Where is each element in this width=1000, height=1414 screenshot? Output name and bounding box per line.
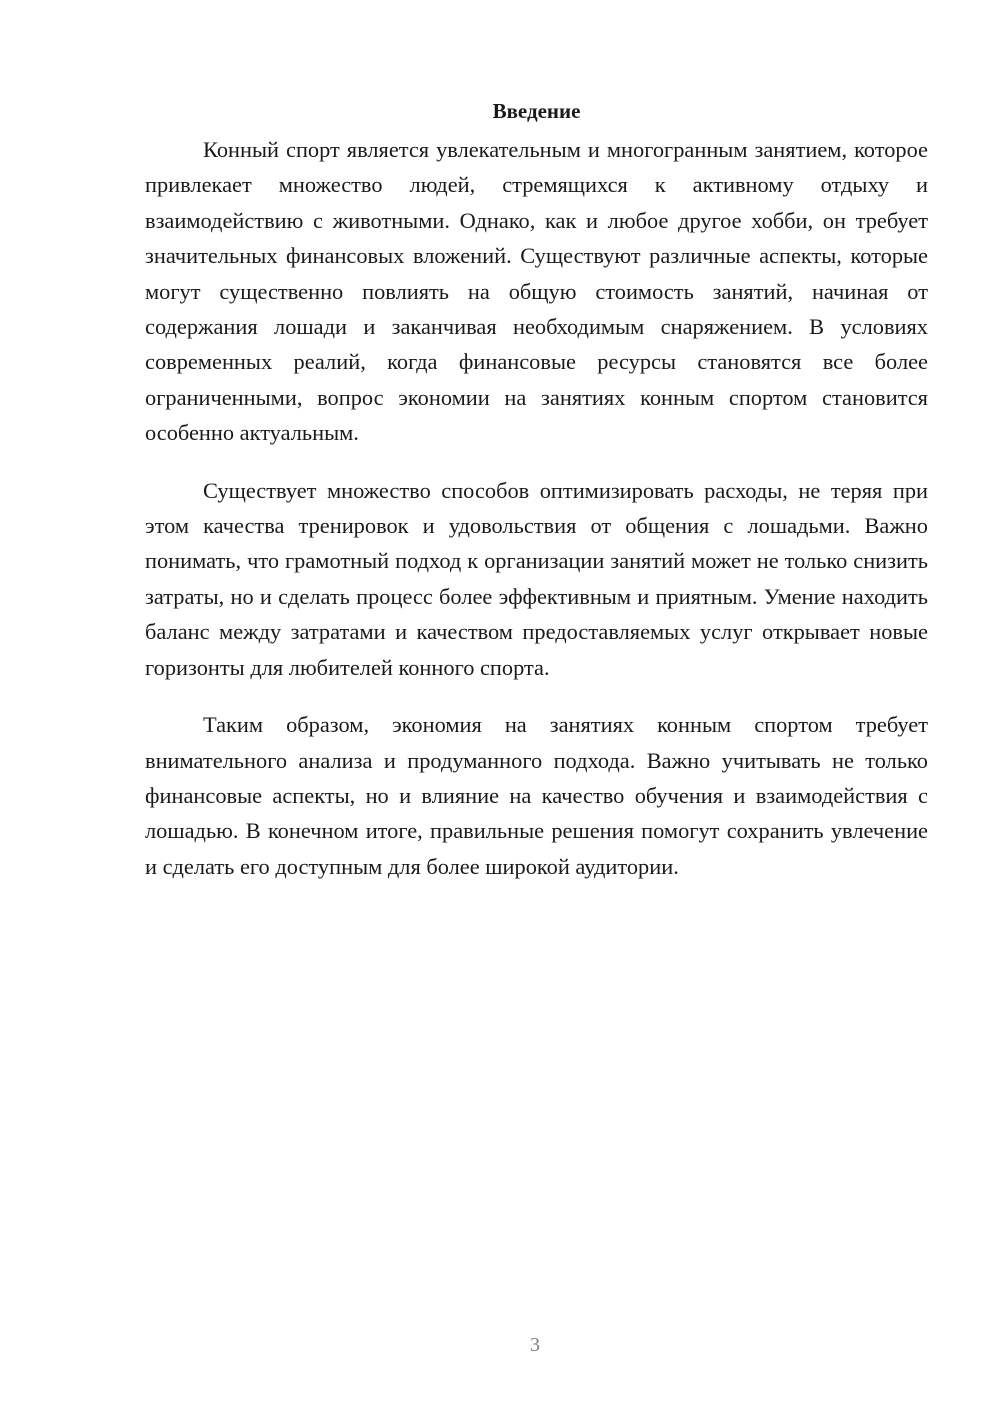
paragraph-1: Конный спорт является увлекательным и многогранным занятием, которое привлекает множество людей, стремящихся к активному отдыху и взаимодействию с животными. Однако, как и любое другое хобби, он требует значительных финансовых вложений. Существуют различные аспекты, которые могут существенно повлиять на общую стоимость занятий, начиная от содержания лошади и заканчивая необходимым снаряжением. В условиях современных реалий, когда финансовые ресурсы становятся все более ограниченными, вопрос экономии на занятиях конным спортом становится особенно актуальным. [145, 137, 928, 446]
page-number: 3 [530, 1334, 540, 1356]
paragraph-3: Таким образом, экономия на занятиях конным спортом требует внимательного анализа и продуманного подхода. Важно учитывать не только финансовые аспекты, но и влияние на качество обучения и взаимодействия с лошадью. В конечном итоге, правильные решения помогут сохранить увлечение и сделать его доступным для более широкой аудитории. [145, 712, 928, 879]
section-title: Введение [492, 99, 581, 123]
paragraph-2: Существует множество способов оптимизировать расходы, не теряя при этом качества тренировок и удовольствия от общения с лошадьми. Важно понимать, что грамотный подход к организации занятий может не только снизить затраты, но и сделать процесс более эффективным и приятным. Умение находить баланс между затратами и качеством предоставляемых услуг открывает новые горизонты для любителей конного спорта. [145, 477, 928, 680]
page-content [145, 96, 928, 906]
